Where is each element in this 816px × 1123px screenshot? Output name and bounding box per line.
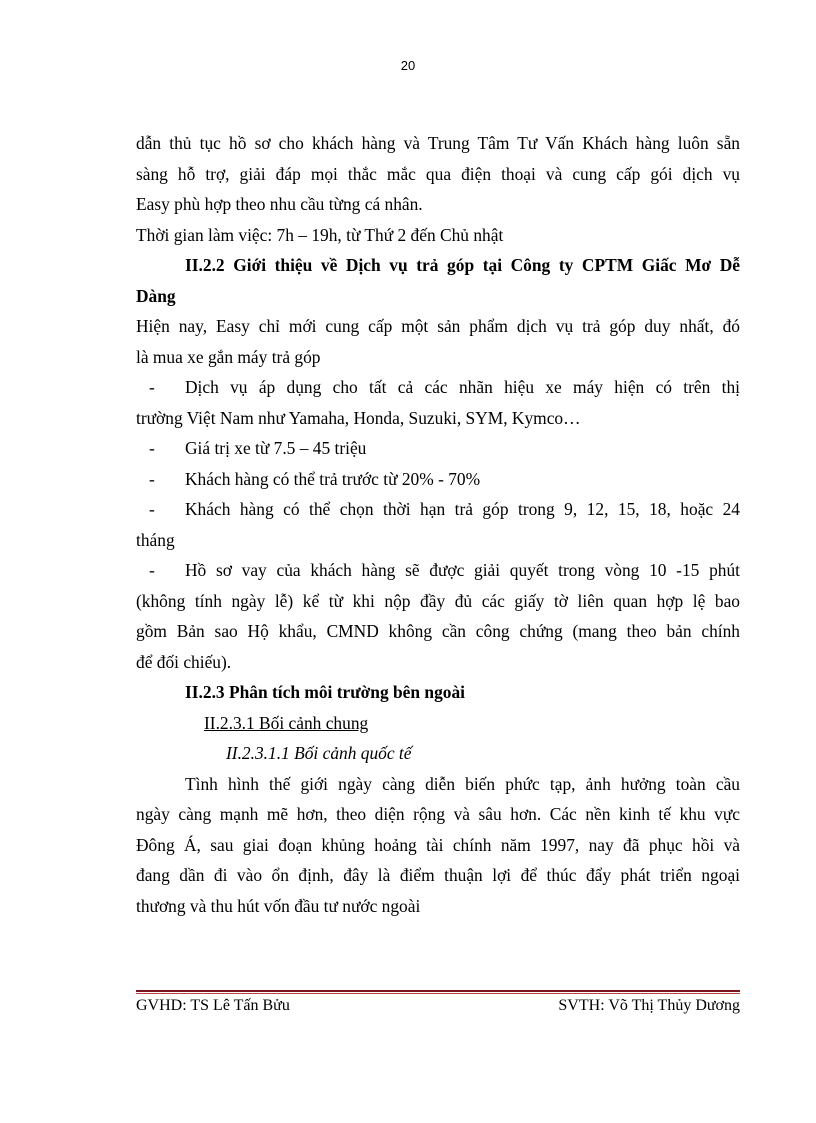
bullet-dash: - <box>149 438 155 458</box>
bullet-text: Hồ sơ vay của khách hàng sẽ được giải quyết trong vòng 10 -15 phút <box>185 560 740 580</box>
bullet-dash: - <box>149 499 155 519</box>
paragraph-line: ngày càng mạnh mẽ hơn, theo diện rộng và sâu hơn. Các nền kinh tế khu vực <box>136 804 740 824</box>
bullet-text: Khách hàng có thể trả trước từ 20% - 70% <box>185 468 481 489</box>
bullet-text-cont: để đối chiếu). <box>136 651 232 672</box>
section-heading-2-2-cont: Dàng <box>136 285 176 306</box>
page-number: 20 <box>400 58 416 73</box>
bullet-item <box>136 433 740 464</box>
bullet-item <box>136 464 740 495</box>
bullet-item <box>136 494 740 525</box>
document-body <box>136 128 740 921</box>
paragraph-line: sàng hỗ trợ, giải đáp mọi thắc mắc qua điện thoại và cung cấp gói dịch vụ <box>136 163 740 184</box>
paragraph-line: Hiện nay, Easy chỉ mới cung cấp một sản phẩm dịch vụ trả góp duy nhất, đó <box>136 316 740 336</box>
bullet-dash: - <box>149 468 155 489</box>
bullet-text: Dịch vụ áp dụng cho tất cả các nhãn hiệu xe máy hiện có trên thị <box>185 377 740 397</box>
subsubsection-heading: II.2.3.1.1 Bối cảnh quốc tế <box>226 743 412 763</box>
footer-student: SVTH: Võ Thị Thủy Dương <box>558 997 740 1014</box>
paragraph-line: Đông Á, sau giai đoạn khủng hoảng tài chính năm 1997, nay đã phục hồi và <box>136 834 740 855</box>
bullet-text-cont: trường Việt Nam như Yamaha, Honda, Suzuki, SYM, Kymco… <box>136 407 581 428</box>
paragraph-line: đang dần đi vào ổn định, đây là điểm thuận lợi để thúc đẩy phát triển ngoại <box>136 865 740 885</box>
section-heading-2-2: II.2.2 Giới thiệu về Dịch vụ trả góp tại Công ty CPTM Giấc Mơ Dễ <box>185 255 740 275</box>
footer-supervisor: GVHD: TS Lê Tấn Bửu <box>136 997 290 1014</box>
working-hours-line: Thời gian làm việc: 7h – 19h, từ Thứ 2 đến Chủ nhật <box>136 224 504 245</box>
subsection-heading <box>136 708 740 739</box>
bullet-text-cont: (không tính ngày lễ) kể từ khi nộp đầy đủ các giấy tờ liên quan hợp lệ bao <box>136 590 740 611</box>
bullet-text: Giá trị xe từ 7.5 – 45 triệu <box>185 438 367 458</box>
bullet-item <box>136 555 740 586</box>
bullet-dash: - <box>149 377 155 397</box>
paragraph-line: Easy phù hợp theo nhu cầu từng cá nhân. <box>136 194 423 214</box>
bullet-item <box>136 372 740 403</box>
footer-rule-thin <box>136 993 740 994</box>
paragraph-line: dẫn thủ tục hồ sơ cho khách hàng và Trung Tâm Tư Vấn Khách hàng luôn sẵn <box>136 133 740 153</box>
footer-rule-thick <box>136 990 740 992</box>
bullet-text: Khách hàng có thể chọn thời hạn trả góp trong 9, 12, 15, 18, hoặc 24 <box>185 499 740 519</box>
paragraph-line: là mua xe gắn máy trả góp <box>136 346 321 367</box>
footer-rule <box>136 990 740 995</box>
bullet-text-cont: gồm Bản sao Hộ khẩu, CMND không cần công chứng (mang theo bản chính <box>136 621 740 641</box>
section-heading-2-3: II.2.3 Phân tích môi trường bên ngoài <box>185 682 465 702</box>
paragraph-line: thương và thu hút vốn đầu tư nước ngoài <box>136 895 421 916</box>
bullet-text-cont: tháng <box>136 529 175 550</box>
paragraph-line: Tình hình thế giới ngày càng diễn biến phức tạp, ảnh hưởng toàn cầu <box>185 773 740 794</box>
subsection-heading-text: II.2.3.1 Bối cảnh chung <box>204 712 369 733</box>
bullet-dash: - <box>149 560 155 580</box>
